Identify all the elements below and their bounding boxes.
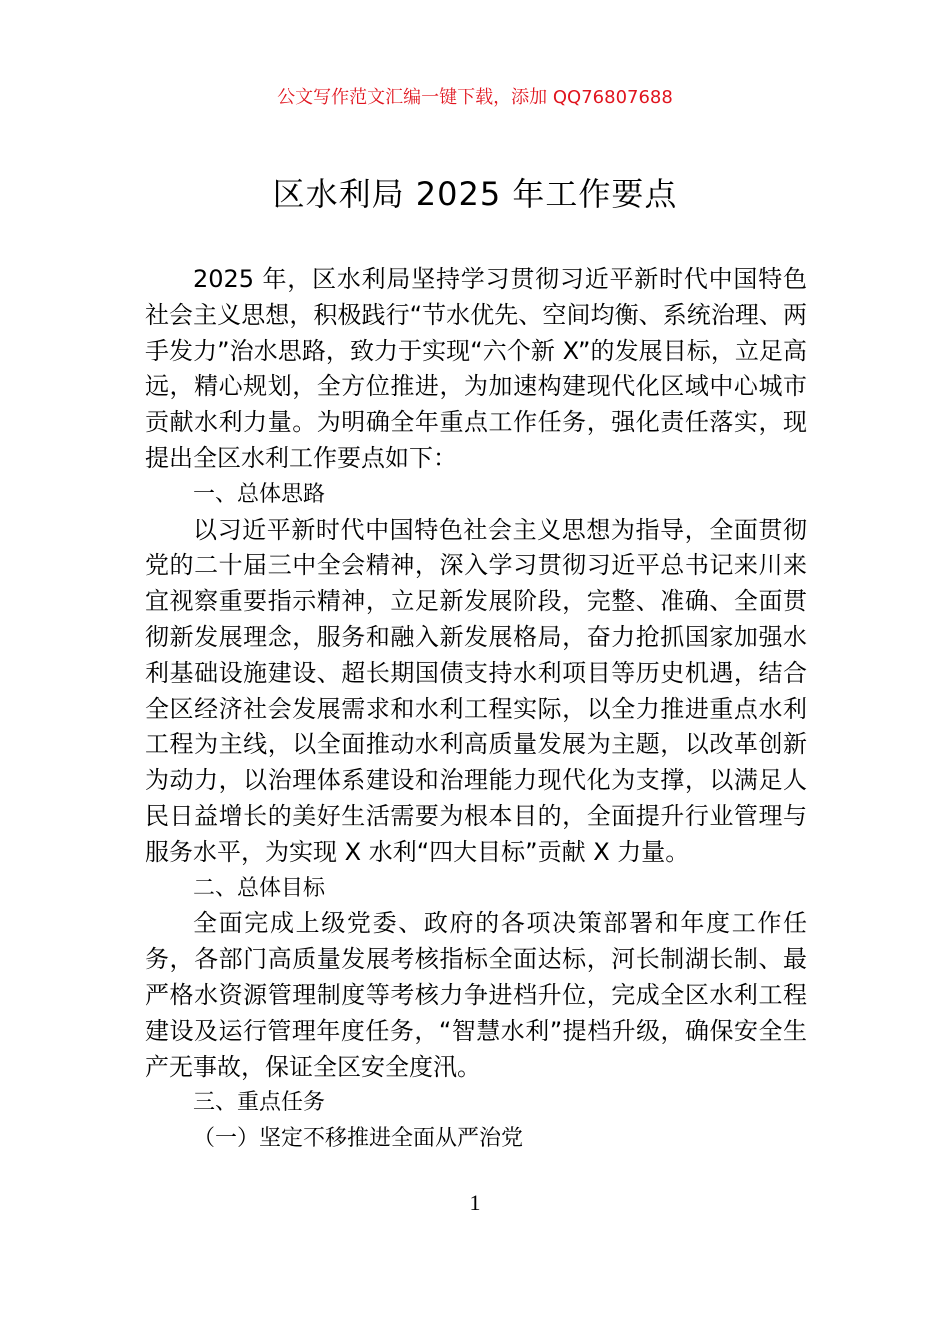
promo-header: 公文写作范文汇编一键下载，添加 QQ76807688 [277,87,673,108]
overall-approach-paragraph: 以习近平新时代中国特色社会主义思想为指导，全面贯彻党的二十届三中全会精神，深入学习贯彻习近平总书记来川来宜视察重要指示精神，立足新发展阶段，完整、准确、全面贯彻新发展理念，服务和融入新发展格局，奋力抢抓国家加强水利基础设施建设、超长期国债支持水利项目等历史机遇，结合全区经济社会发展需求和水利工程实际，以全力推进重点水利工程为主线，以全面推动水利高质量发展为主题，以改革创新为动力，以治理体系建设和治理能力现代化为支撑，以满足人民日益增长的美好生活需要为根本目的，全面提升行业管理与服务水平，为实现 X 水利“四大目标”贡献 X 力量。 [145,515,807,866]
page-number: 1 [469,1190,481,1215]
section-heading-overall-approach: 一、总体思路 [193,481,326,507]
page-title: 区水利局 2025 年工作要点 [272,175,678,213]
document-body [145,262,807,1157]
section-heading-overall-goals: 二、总体目标 [193,875,326,901]
subsection-heading-party-governance: （一）坚定不移推进全面从严治党 [193,1126,524,1152]
section-heading-key-tasks: 三、重点任务 [193,1090,326,1116]
intro-paragraph: 2025 年，区水利局坚持学习贯彻习近平新时代中国特色社会主义思想，积极践行“节水优先、空间均衡、系统治理、两手发力”治水思路，致力于实现“六个新 X”的发展目标，立足高远，精心规划，全方位推进，为加速构建现代化区域中心城市贡献水利力量。为明确全年重点工作任务，强化责任落实，现提出全区水利工作要点如下： [145,265,807,472]
overall-goals-paragraph: 全面完成上级党委、政府的各项决策部署和年度工作任务，各部门高质量发展考核指标全面达标，河长制湖长制、最严格水资源管理制度等考核力争进档升位，完成全区水利工程建设及运行管理年度任务，“智慧水利”提档升级，确保安全生产无事故，保证全区安全度汛。 [145,909,807,1081]
